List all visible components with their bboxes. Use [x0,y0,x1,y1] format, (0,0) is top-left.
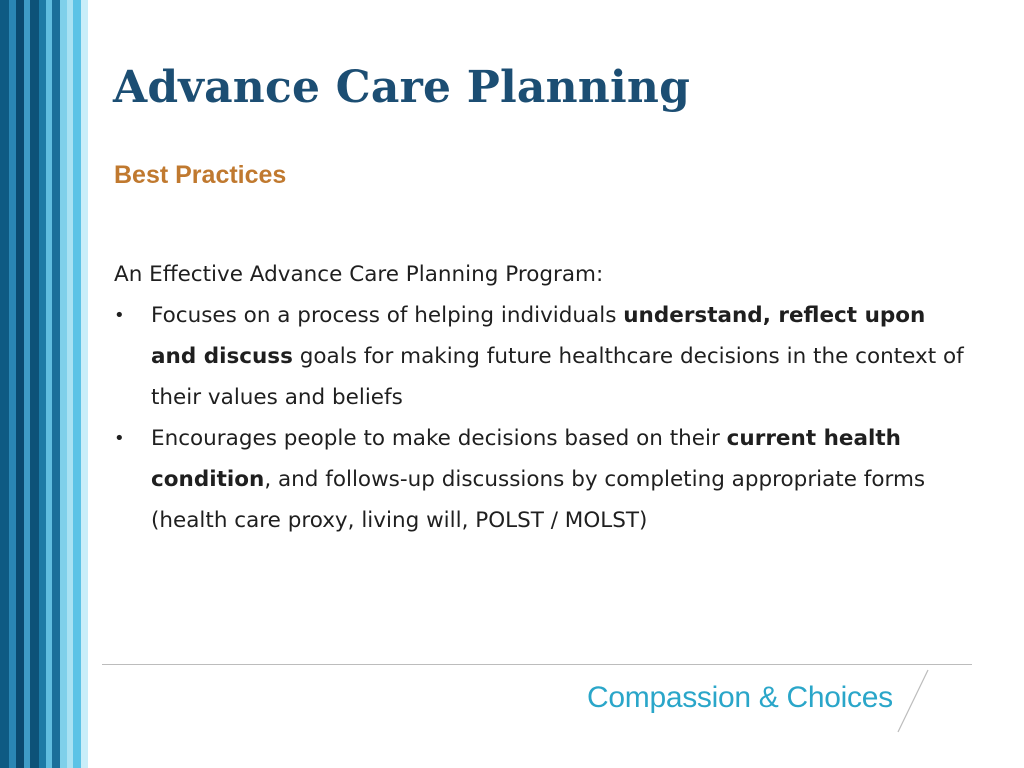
bullet-text: Encourages people to make decisions based on their [151,426,727,451]
bullet-emphasis: understand, reflect upon and discuss [151,303,926,369]
bullet-icon: • [114,305,125,326]
footer-slash-decoration [890,668,930,734]
bullet-list [114,295,964,541]
compassion-choices-logo: Compassion & Choices [587,681,893,714]
bullet-text: goals for making future healthcare decisions in the context of their values and beliefs [151,344,964,410]
intro-text: An Effective Advance Care Planning Program: [114,262,604,287]
bullet-item [114,295,964,418]
bullet-item [114,418,964,541]
slide-body [114,254,964,541]
footer-divider [102,664,972,665]
bullet-text: Focuses on a process of helping individuals [151,303,624,328]
bullet-text: , and follows-up discussions by completing appropriate forms (health care proxy, living will, POLST / MOLST) [151,467,926,533]
decorative-side-stripes [0,0,88,768]
bullet-emphasis: current health condition [151,426,901,492]
bullet-icon: • [114,428,125,449]
slide-title: Advance Care Planning [113,62,691,113]
slide-subtitle: Best Practices [114,161,287,189]
